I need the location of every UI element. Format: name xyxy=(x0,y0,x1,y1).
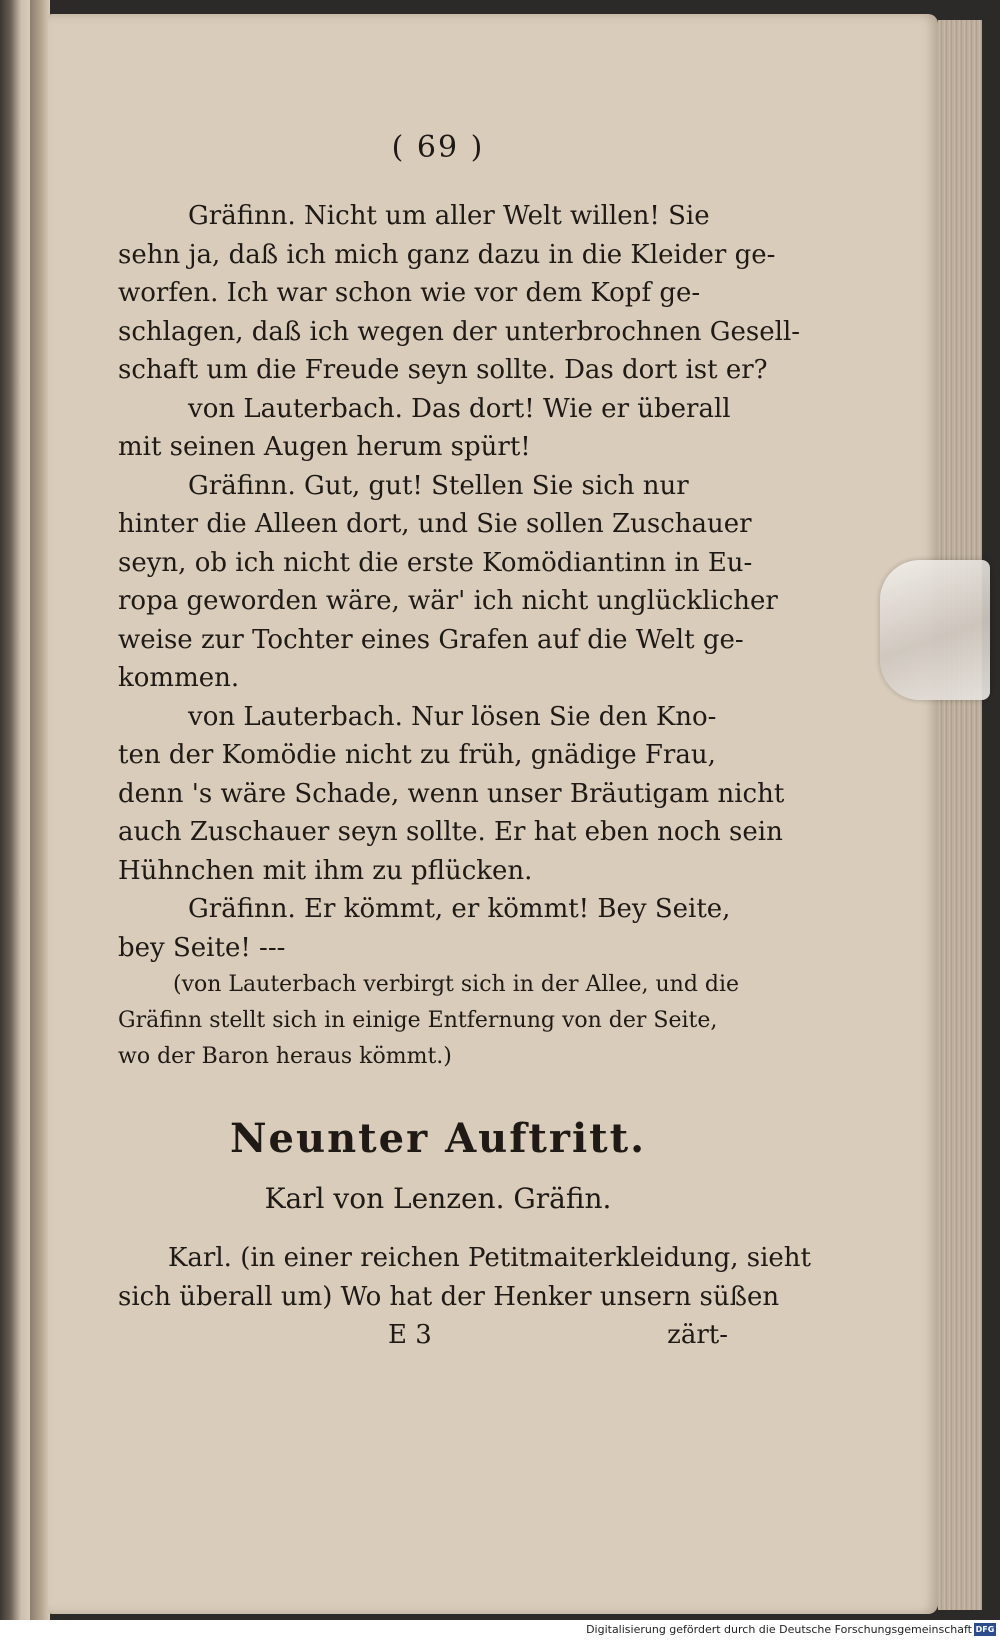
scene-persons: Karl von Lenzen. Gräfin. xyxy=(264,1182,612,1215)
page-text-block xyxy=(118,130,812,1354)
text-line: Gräfinn. Gut, gut! Stellen Sie sich nur xyxy=(188,470,689,501)
text-line: von Lauterbach. Das dort! Wie er überall xyxy=(188,393,731,424)
text-line: Hühnchen mit ihm zu pflücken. xyxy=(118,855,533,886)
stage-direction-line: Gräfinn stellt sich in einige Entfernung von der Seite, xyxy=(118,1008,718,1033)
text-line: Gräfinn. Er kömmt, er kömmt! Bey Seite, xyxy=(188,894,731,924)
text-line: weise zur Tochter eines Grafen auf die Welt ge- xyxy=(118,624,744,655)
text-line: worfen. Ich war schon wie vor dem Kopf ge- xyxy=(118,278,701,308)
page-number: ( 69 ) xyxy=(391,130,485,165)
text-line: auch Zuschauer seyn sollte. Er hat eben noch sein xyxy=(118,817,783,847)
text-line: Gräfinn. Nicht um aller Welt willen! Sie xyxy=(188,201,710,231)
text-line: sehn ja, daß ich mich ganz dazu in die Kleider ge- xyxy=(118,239,776,270)
stage-direction-line: (von Lauterbach verbirgt sich in der Allee, und die xyxy=(173,972,740,997)
text-line: ropa geworden wäre, wär' ich nicht unglücklicher xyxy=(118,586,778,616)
text-line: Karl. (in einer reichen Petitmaiterkleidung, sieht xyxy=(168,1243,812,1273)
dfg-logo: DFG xyxy=(975,1625,995,1634)
text-line: hinter die Alleen dort, und Sie sollen Zuschauer xyxy=(118,509,752,539)
text-line: schaft um die Freude seyn sollte. Das dort ist er? xyxy=(118,355,768,385)
stage-direction-line: wo der Baron heraus kömmt.) xyxy=(118,1044,452,1069)
text-line: mit seinen Augen herum spürt! xyxy=(118,432,531,462)
text-line: schlagen, daß ich wegen der unterbrochnen Gesell- xyxy=(118,316,801,347)
book-gutter xyxy=(30,0,50,1620)
text-line: sich überall um) Wo hat der Henker unsern süßen xyxy=(118,1281,780,1312)
left-page-edge xyxy=(0,0,30,1620)
text-line: bey Seite! --- xyxy=(118,932,286,963)
text-line: ten der Komödie nicht zu früh, gnädige Frau, xyxy=(118,740,716,770)
text-line: kommen. xyxy=(118,663,240,693)
digitization-footer xyxy=(0,1620,1000,1640)
scene-heading: Neunter Auftritt. xyxy=(229,1115,647,1162)
text-line: von Lauterbach. Nur lösen Sie den Kno- xyxy=(188,701,717,732)
text-line: denn 's wäre Schade, wenn unser Bräutigam nicht xyxy=(118,778,785,809)
page-fore-edge xyxy=(938,20,982,1610)
catchword: zärt- xyxy=(667,1320,728,1350)
text-line: seyn, ob ich nicht die erste Komödiantinn in Eu- xyxy=(118,547,753,578)
plastic-page-clip xyxy=(880,560,990,700)
page-foot xyxy=(118,1316,758,1354)
footer-credit: Digitalisierung gefördert durch die Deutsche Forschungsgemeinschaft xyxy=(586,1623,972,1636)
signature-mark: E 3 xyxy=(388,1320,432,1350)
